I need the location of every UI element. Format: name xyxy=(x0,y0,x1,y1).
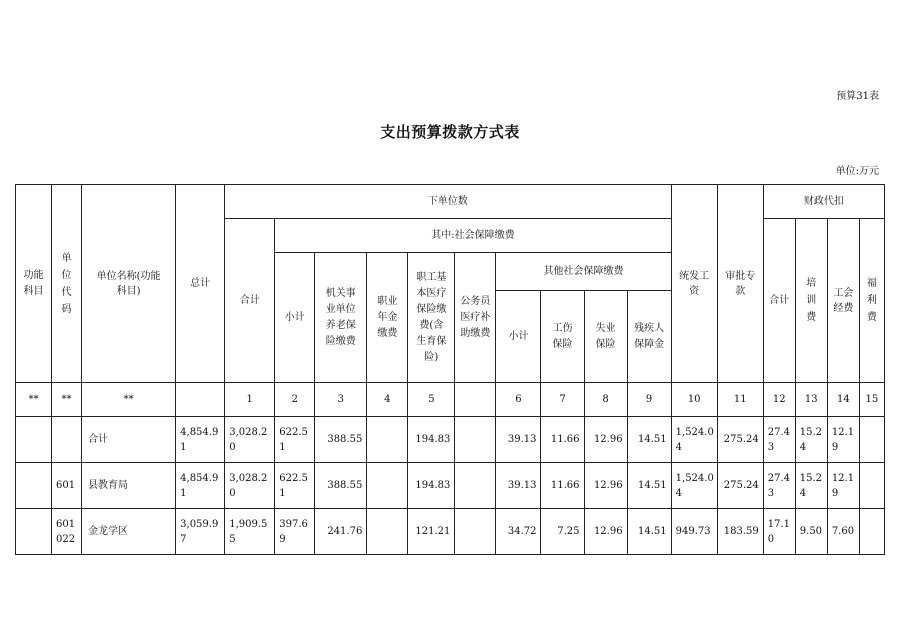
table-row xyxy=(16,463,885,509)
cell-subtotal-all: 3,028.20 xyxy=(225,417,275,463)
cell-medical: 121.21 xyxy=(408,509,455,555)
page-title: 支出预算拨款方式表 xyxy=(380,123,520,141)
header-total: 总计 xyxy=(176,185,225,383)
header-occupational: 职业年金缴费 xyxy=(367,253,408,383)
header-training: 培训费 xyxy=(795,219,827,383)
cell-func xyxy=(16,417,52,463)
cell-unit-code xyxy=(52,417,82,463)
header-unit-name: 单位名称(功能科目) xyxy=(82,185,176,383)
table-row xyxy=(16,509,885,555)
cell-welfare xyxy=(859,463,884,509)
cell-unit-name: 合计 xyxy=(82,417,176,463)
header-unemployment: 失业保险 xyxy=(584,291,627,383)
cell-fd-total: 27.43 xyxy=(763,463,795,509)
cell-total: 4,854.91 xyxy=(176,463,225,509)
header-unit-code: 单位代码 xyxy=(52,185,82,383)
header-union: 工会经费 xyxy=(827,219,859,383)
cell-disabled: 14.51 xyxy=(627,463,671,509)
index-cell: 1 xyxy=(225,383,275,417)
cell-civil-medical xyxy=(455,417,496,463)
index-cell: 4 xyxy=(367,383,408,417)
cell-union: 12.19 xyxy=(827,463,859,509)
header-subtotal-all: 合计 xyxy=(225,219,275,383)
header-civil-medical: 公务员医疗补助缴费 xyxy=(455,253,496,383)
index-cell: 8 xyxy=(584,383,627,417)
cell-func xyxy=(16,509,52,555)
table-row xyxy=(16,417,885,463)
header-disabled: 残疾人保障金 xyxy=(627,291,671,383)
cell-union: 7.60 xyxy=(827,509,859,555)
index-cell: 9 xyxy=(627,383,671,417)
cell-approval: 275.24 xyxy=(717,463,763,509)
header-small-total: 小计 xyxy=(275,253,315,383)
cell-injury: 11.66 xyxy=(541,417,584,463)
table-code: 预算31表 xyxy=(836,91,879,102)
cell-fd-total: 27.43 xyxy=(763,417,795,463)
cell-occupational xyxy=(367,417,408,463)
header-fiscal-deduct: 财政代扣 xyxy=(763,185,884,219)
cell-medical: 194.83 xyxy=(408,417,455,463)
cell-unit-name: 县教育局 xyxy=(82,463,176,509)
header-welfare: 福利费 xyxy=(859,219,884,383)
cell-civil-medical xyxy=(455,509,496,555)
cell-injury: 7.25 xyxy=(541,509,584,555)
header-lower-units: 下单位数 xyxy=(225,185,671,219)
cell-unemployment: 12.96 xyxy=(584,417,627,463)
cell-unit-name: 金龙学区 xyxy=(82,509,176,555)
index-cell: 6 xyxy=(496,383,541,417)
cell-disabled: 14.51 xyxy=(627,417,671,463)
index-cell: 11 xyxy=(717,383,763,417)
cell-approval: 275.24 xyxy=(717,417,763,463)
cell-unemployment: 12.96 xyxy=(584,509,627,555)
cell-salary: 1,524.04 xyxy=(671,417,717,463)
cell-total: 4,854.91 xyxy=(176,417,225,463)
unit-label: 单位:万元 xyxy=(835,166,879,177)
cell-subtotal-all: 3,028.20 xyxy=(225,463,275,509)
cell-pension: 241.76 xyxy=(315,509,367,555)
cell-fd-total: 17.10 xyxy=(763,509,795,555)
header-approval: 审批专款 xyxy=(717,185,763,383)
index-cell: 3 xyxy=(315,383,367,417)
cell-salary: 1,524.04 xyxy=(671,463,717,509)
cell-occupational xyxy=(367,463,408,509)
header-salary: 统发工资 xyxy=(671,185,717,383)
index-row xyxy=(16,383,885,417)
header-medical: 职工基本医疗保险缴费(含生育保险) xyxy=(408,253,455,383)
cell-pension: 388.55 xyxy=(315,417,367,463)
cell-disabled: 14.51 xyxy=(627,509,671,555)
cell-total: 3,059.97 xyxy=(176,509,225,555)
index-cell: ** xyxy=(16,383,52,417)
cell-injury: 11.66 xyxy=(541,463,584,509)
cell-training: 15.24 xyxy=(795,463,827,509)
index-cell xyxy=(455,383,496,417)
cell-salary: 949.73 xyxy=(671,509,717,555)
header-func-subject: 功能科目 xyxy=(16,185,52,383)
header-pension: 机关事业单位养老保险缴费 xyxy=(315,253,367,383)
index-cell: 2 xyxy=(275,383,315,417)
index-cell: ** xyxy=(52,383,82,417)
cell-civil-medical xyxy=(455,463,496,509)
cell-medical: 194.83 xyxy=(408,463,455,509)
cell-subtotal-all: 1,909.55 xyxy=(225,509,275,555)
cell-small-total: 397.69 xyxy=(275,509,315,555)
index-cell: 14 xyxy=(827,383,859,417)
cell-welfare xyxy=(859,509,884,555)
cell-pension: 388.55 xyxy=(315,463,367,509)
header-of-which-social: 其中:社会保障缴费 xyxy=(275,219,671,253)
cell-unit-code: 601 xyxy=(52,463,82,509)
cell-small-total: 622.51 xyxy=(275,463,315,509)
index-cell: 10 xyxy=(671,383,717,417)
index-cell: 12 xyxy=(763,383,795,417)
cell-unemployment: 12.96 xyxy=(584,463,627,509)
index-cell xyxy=(176,383,225,417)
index-cell: ** xyxy=(82,383,176,417)
cell-func xyxy=(16,463,52,509)
cell-other-small-total: 34.72 xyxy=(496,509,541,555)
cell-small-total: 622.51 xyxy=(275,417,315,463)
index-cell: 7 xyxy=(541,383,584,417)
index-cell: 15 xyxy=(859,383,884,417)
header-injury: 工伤保险 xyxy=(541,291,584,383)
cell-training: 9.50 xyxy=(795,509,827,555)
cell-welfare xyxy=(859,417,884,463)
header-fd-total: 合计 xyxy=(763,219,795,383)
index-cell: 5 xyxy=(408,383,455,417)
cell-union: 12.19 xyxy=(827,417,859,463)
cell-approval: 183.59 xyxy=(717,509,763,555)
cell-unit-code: 601022 xyxy=(52,509,82,555)
cell-other-small-total: 39.13 xyxy=(496,417,541,463)
budget-table xyxy=(15,184,885,555)
header-other-small-total: 小计 xyxy=(496,291,541,383)
cell-training: 15.24 xyxy=(795,417,827,463)
cell-occupational xyxy=(367,509,408,555)
header-other-social: 其他社会保障缴费 xyxy=(496,253,671,291)
index-cell: 13 xyxy=(795,383,827,417)
cell-other-small-total: 39.13 xyxy=(496,463,541,509)
